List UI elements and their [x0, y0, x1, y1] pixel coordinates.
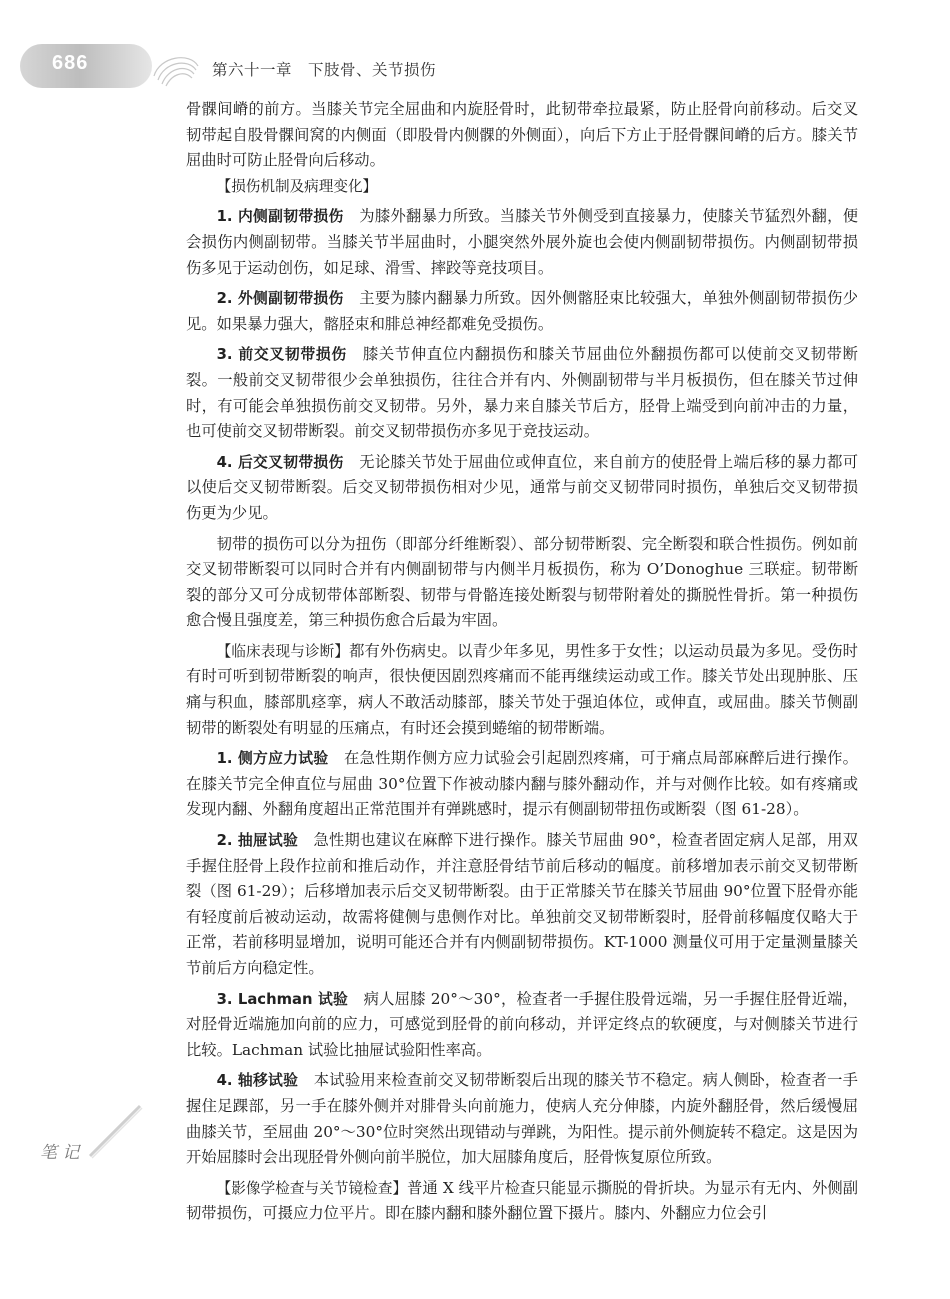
- mechanism-item-2: 2. 外侧副韧带损伤 主要为膝内翻暴力所致。因外侧髂胫束比较强大，单独外侧副韧带损伤少见。如果暴力强大，髂胫束和腓总神经都难免受损伤。: [186, 289, 858, 333]
- test-item-1: 1. 侧方应力试验 在急性期作侧方应力试验会引起剧烈疼痛，可于痛点局部麻醉后进行操作。在膝关节完全伸直位与屈曲 30°位置下作被动膝内翻与膝外翻动作，并与对侧作比较。如有疼痛或发现内翻、外翻角度超出正常范围并有弹跳感时，提示有侧副韧带扭伤或断裂（图 61-28）。: [186, 749, 858, 819]
- chapter-title: 第六十一章 下肢骨、关节损伤: [212, 61, 437, 79]
- clinical-paragraph: 【临床表现与诊断】都有外伤病史。以青少年多见，男性多于女性；以运动员最为多见。受伤时有时可听到韧带断裂的响声，很快便因剧烈疼痛而不能再继续运动或工作。膝关节处出现肿胀、压痛与积血，膝部肌痉挛，病人不敢活动膝部，膝关节处于强迫体位，或伸直，或屈曲。膝关节侧副韧带的断裂处有明显的压痛点，有时还会摸到蜷缩的韧带断端。: [186, 641, 858, 737]
- imaging-paragraph: 【影像学检查与关节镜检查】普通 X 线平片检查只能显示撕脱的骨折块。为显示有无内、外侧副韧带损伤，可摄应力位平片。即在膝内翻和膝外翻位置下摄片。膝内、外翻应力位会引: [186, 1178, 858, 1223]
- intro-paragraph: 骨髁间嵴的前方。当膝关节完全屈曲和内旋胫骨时，此韧带牵拉最紧，防止胫骨向前移动。后交叉韧带起自股骨髁间窝的内侧面（即股骨内侧髁的外侧面），向后下方止于胫骨髁间嵴的后方。膝关节屈曲时可防止胫骨向后移动。: [186, 100, 858, 170]
- section-heading-mechanism: 【损伤机制及病理变化】: [216, 177, 378, 195]
- pen-icon: [86, 1100, 146, 1160]
- page-body: [186, 97, 858, 1227]
- mechanism-item-1: 1. 内侧副韧带损伤 为膝外翻暴力所致。当膝关节外侧受到直接暴力，使膝关节猛烈外翻，便会损伤内侧副韧带。当膝关节半屈曲时，小腿突然外展外旋也会使内侧副韧带损伤。内侧副韧带损伤多见于运动创伤，如足球、滑雪、摔跤等竞技项目。: [186, 207, 858, 277]
- mechanism-item-3: 3. 前交叉韧带损伤 膝关节伸直位内翻损伤和膝关节屈曲位外翻损伤都可以使前交叉韧带断裂。一般前交叉韧带很少会单独损伤，往往合并有内、外侧副韧带与半月板损伤，但在膝关节过伸时，有可能会单独损伤前交叉韧带。另外，暴力来自膝关节后方，胫骨上端受到向前冲击的力量，也可使前交叉韧带断裂。前交叉韧带损伤亦多见于竞技运动。: [186, 345, 858, 441]
- test-item-3: 3. Lachman 试验 病人屈膝 20°～30°，检查者一手握住股骨远端，另一手握住胫骨近端，对胫骨近端施加向前的应力，可感觉到胫骨的前向移动，并评定终点的软硬度，与对侧膝关节进行比较。Lachman 试验比抽屉试验阳性率高。: [186, 989, 858, 1059]
- mechanism-item-4: 4. 后交叉韧带损伤 无论膝关节处于屈曲位或伸直位，来自前方的使胫骨上端后移的暴力都可以使后交叉韧带断裂。后交叉韧带损伤相对少见，通常与前交叉韧带同时损伤，单独后交叉韧带损伤更为少见。: [186, 452, 858, 522]
- page-number: 686: [52, 52, 89, 74]
- test-item-4: 4. 轴移试验 本试验用来检查前交叉韧带断裂后出现的膝关节不稳定。病人侧卧，检查者一手握住足踝部，另一手在膝外侧并对腓骨头向前施力，使病人充分伸膝，内旋外翻胫骨，然后缓慢屈曲膝关节，至屈曲 20°～30°位时突然出现错动与弹跳，为阳性。提示前外侧旋转不稳定。这是因为开始屈膝时会出现胫骨外侧向前半脱位，加大屈膝角度后，胫骨恢复原位所致。: [186, 1071, 858, 1167]
- classification-paragraph: 韧带的损伤可以分为扭伤（即部分纤维断裂）、部分韧带断裂、完全断裂和联合性损伤。例如前交叉韧带断裂可以同时合并有内侧副韧带与内侧半月板损伤，称为 O’Donoghue 三联症。韧带断裂的部分又可分成韧带体部断裂、韧带与骨骼连接处断裂与韧带附着处的撕脱性骨折。第一种损伤愈合慢且强度差，第三种损伤愈合后最为牢固。: [186, 534, 858, 630]
- test-item-2: 2. 抽屉试验 急性期也建议在麻醉下进行操作。膝关节屈曲 90°，检查者固定病人足部，用双手握住胫骨上段作拉前和推后动作，并注意胫骨结节前后移动的幅度。前移增加表示前交叉韧带断裂（图 61-29）；后移增加表示后交叉韧带断裂。由于正常膝关节在膝关节屈曲 90°位置下胫骨亦能有轻度前后被动运动，故需将健侧与患侧作对比。单独前交叉韧带断裂时，胫骨前移幅度仅略大于正常，若前移明显增加，说明可能还合并有内侧副韧带损伤。KT-1000 测量仪可用于定量测量膝关节前后方向稳定性。: [186, 831, 858, 977]
- margin-notes-label: 笔 记: [40, 1143, 80, 1163]
- swirl-logo-icon: [150, 46, 202, 90]
